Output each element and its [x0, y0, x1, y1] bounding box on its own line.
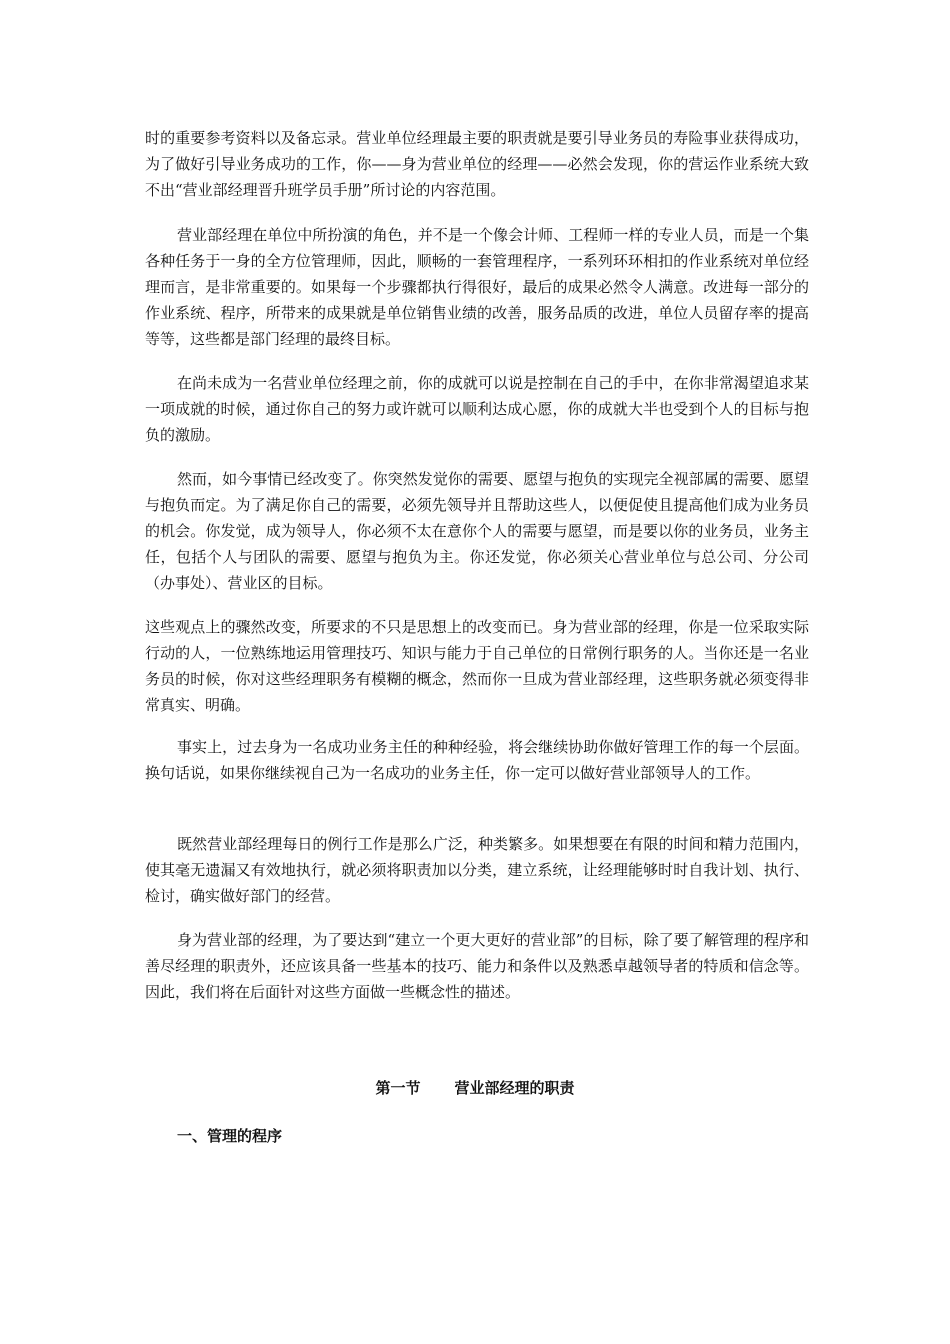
paragraph-viewpoint-change: 这些观点上的骤然改变，所要求的不只是思想上的改变而已。身为营业部的经理，你是一位采取实际行动的人，一位熟练地运用管理技巧、知识与能力于自己单位的日常例行职务的人。当你还是一名业务员的时候，你对这些经理职务有模糊的概念，然而你一旦成为营业部经理，这些职务就必须变得非常真实、明确。 — [145, 618, 809, 714]
paragraph-past-experience: 事实上，过去身为一名成功业务主任的种种经验，将会继续协助你做好管理工作的每一个层面。换句话说，如果你继续视自己为一名成功的业务主任，你一定可以做好营业部领导人的工作。 — [145, 738, 809, 782]
section-heading — [0, 1076, 950, 1100]
section-title: 营业部经理的职责 — [454, 1079, 575, 1097]
subheading-management-process: 一、管理的程序 — [177, 1127, 283, 1145]
paragraph-daily-work: 既然营业部经理每日的例行工作是那么广泛，种类繁多。如果想要在有限的时间和精力范围内，使其毫无遗漏又有效地执行，就必须将职责加以分类，建立系统，让经理能够时时自我计划、执行、检讨，确实做好部门的经营。 — [145, 835, 809, 905]
paragraph-goal: 身为营业部的经理，为了要达到“建立一个更大更好的营业部”的目标，除了要了解管理的程序和善尽经理的职责外，还应该具备一些基本的技巧、能力和条件以及熟悉卓越领导者的特质和信念等。因此，我们将在后面针对这些方面做一些概念性的描述。 — [145, 931, 809, 1001]
paragraph-manager-role: 营业部经理在单位中所扮演的角色，并不是一个像会计师、工程师一样的专业人员，而是一个集各种任务于一身的全方位管理师，因此，顺畅的一套管理程序，一系列环环相扣的作业系统对单位经理而言，是非常重要的。如果每一个步骤都执行得很好，最后的成果必然令人满意。改进每一部分的作业系统、程序，所带来的成果就是单位销售业绩的改善，服务品质的改进，单位人员留存率的提高等等，这些都是部门经理的最终目标。 — [145, 226, 809, 348]
paragraph-things-changed: 然而，如今事情已经改变了。你突然发觉你的需要、愿望与抱负的实现完全视部属的需要、愿望与抱负而定。为了满足你自己的需要，必须先领导并且帮助这些人，以便促使且提高他们成为业务员的机会。你发觉，成为领导人，你必须不太在意你个人的需要与愿望，而是要以你的业务员，业务主任，包括个人与团队的需要、愿望与抱负为主。你还发觉，你必须关心营业单位与总公司、分公司（办事处）、营业区的目标。 — [145, 470, 809, 592]
section-number: 第一节 — [375, 1079, 421, 1097]
paragraph-continuation: 时的重要参考资料以及备忘录。营业单位经理最主要的职责就是要引导业务员的寿险事业获得成功，为了做好引导业务成功的工作，你——身为营业单位的经理——必然会发现，你的营运作业系统大致不出“营业部经理晋升班学员手册”所讨论的内容范围。 — [145, 129, 809, 199]
paragraph-before-manager: 在尚未成为一名营业单位经理之前，你的成就可以说是控制在自己的手中，在你非常渴望追求某一项成就的时候，通过你自己的努力或许就可以顺利达成心愿，你的成就大半也受到个人的目标与抱负的激励。 — [145, 374, 809, 444]
